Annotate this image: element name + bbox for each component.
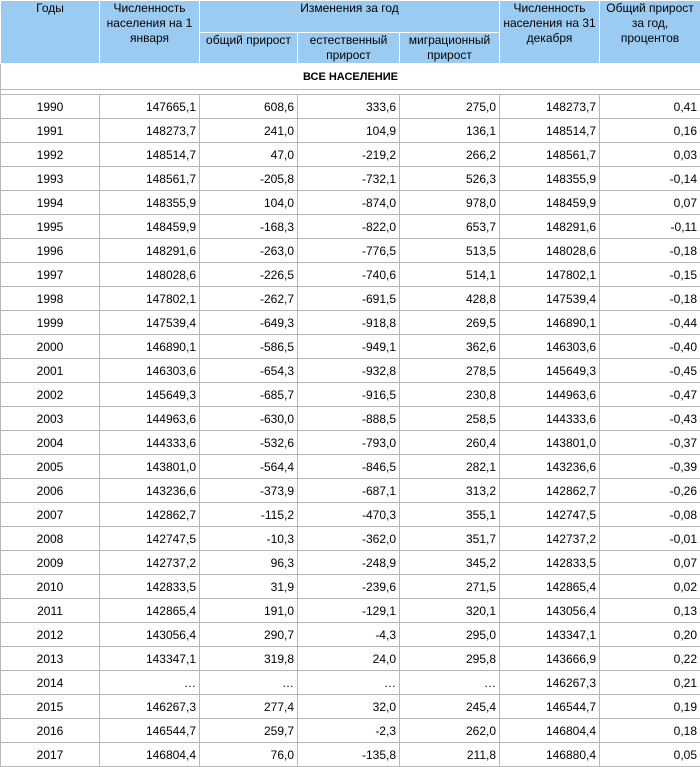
- natural-growth-cell: -239,6: [298, 575, 400, 599]
- table-row: [1, 335, 700, 359]
- growth-pct-cell: -0,01: [600, 527, 700, 551]
- pop-dec31-cell: 147802,1: [500, 263, 600, 287]
- header-changes: Изменения за год: [200, 1, 500, 33]
- pop-dec31-cell: 148291,6: [500, 215, 600, 239]
- migration-growth-cell: 211,8: [400, 743, 500, 767]
- growth-pct-cell: -0,37: [600, 431, 700, 455]
- growth-pct-cell: 0,22: [600, 647, 700, 671]
- pop-jan1-cell: 142737,2: [100, 551, 200, 575]
- total-growth-cell: -586,5: [200, 335, 298, 359]
- pop-jan1-cell: 143347,1: [100, 647, 200, 671]
- migration-growth-cell: 313,2: [400, 479, 500, 503]
- total-growth-cell: -373,9: [200, 479, 298, 503]
- natural-growth-cell: …: [298, 671, 400, 695]
- pop-jan1-cell: 147802,1: [100, 287, 200, 311]
- natural-growth-cell: -2,3: [298, 719, 400, 743]
- growth-pct-cell: 0,03: [600, 143, 700, 167]
- year-cell: 2007: [1, 503, 100, 527]
- pop-dec31-cell: 146303,6: [500, 335, 600, 359]
- pop-jan1-cell: 147539,4: [100, 311, 200, 335]
- migration-growth-cell: 428,8: [400, 287, 500, 311]
- year-cell: 1995: [1, 215, 100, 239]
- year-cell: 1997: [1, 263, 100, 287]
- natural-growth-cell: -793,0: [298, 431, 400, 455]
- natural-growth-cell: 24,0: [298, 647, 400, 671]
- migration-growth-cell: …: [400, 671, 500, 695]
- growth-pct-cell: -0,26: [600, 479, 700, 503]
- pop-jan1-cell: 142865,4: [100, 599, 200, 623]
- table-row: [1, 551, 700, 575]
- pop-dec31-cell: 146804,4: [500, 719, 600, 743]
- table-row: [1, 479, 700, 503]
- table-row: [1, 191, 700, 215]
- year-cell: 2000: [1, 335, 100, 359]
- growth-pct-cell: 0,16: [600, 119, 700, 143]
- total-growth-cell: -630,0: [200, 407, 298, 431]
- year-cell: 1994: [1, 191, 100, 215]
- total-growth-cell: -226,5: [200, 263, 298, 287]
- pop-dec31-cell: 148459,9: [500, 191, 600, 215]
- year-cell: 2015: [1, 695, 100, 719]
- header-migration-growth: миграционный прирост: [400, 33, 500, 64]
- year-cell: 2016: [1, 719, 100, 743]
- migration-growth-cell: 136,1: [400, 119, 500, 143]
- natural-growth-cell: -470,3: [298, 503, 400, 527]
- natural-growth-cell: -732,1: [298, 167, 400, 191]
- total-growth-cell: -532,6: [200, 431, 298, 455]
- total-growth-cell: -10,3: [200, 527, 298, 551]
- pop-dec31-cell: 142862,7: [500, 479, 600, 503]
- table-row: [1, 119, 700, 143]
- table-row: [1, 239, 700, 263]
- pop-dec31-cell: 143236,6: [500, 455, 600, 479]
- growth-pct-cell: -0,45: [600, 359, 700, 383]
- natural-growth-cell: -916,5: [298, 383, 400, 407]
- total-growth-cell: 608,6: [200, 95, 298, 119]
- migration-growth-cell: 271,5: [400, 575, 500, 599]
- table-header: [1, 1, 700, 64]
- natural-growth-cell: -740,6: [298, 263, 400, 287]
- pop-jan1-cell: 142747,5: [100, 527, 200, 551]
- growth-pct-cell: 0,41: [600, 95, 700, 119]
- year-cell: 2010: [1, 575, 100, 599]
- pop-dec31-cell: 148273,7: [500, 95, 600, 119]
- pop-dec31-cell: 142737,2: [500, 527, 600, 551]
- total-growth-cell: 259,7: [200, 719, 298, 743]
- natural-growth-cell: -135,8: [298, 743, 400, 767]
- table-row: [1, 671, 700, 695]
- natural-growth-cell: -888,5: [298, 407, 400, 431]
- pop-dec31-cell: 143801,0: [500, 431, 600, 455]
- migration-growth-cell: 295,8: [400, 647, 500, 671]
- total-growth-cell: -263,0: [200, 239, 298, 263]
- pop-jan1-cell: 147665,1: [100, 95, 200, 119]
- migration-growth-cell: 362,6: [400, 335, 500, 359]
- natural-growth-cell: -691,5: [298, 287, 400, 311]
- total-growth-cell: -205,8: [200, 167, 298, 191]
- migration-growth-cell: 262,0: [400, 719, 500, 743]
- migration-growth-cell: 978,0: [400, 191, 500, 215]
- migration-growth-cell: 513,5: [400, 239, 500, 263]
- migration-growth-cell: 526,3: [400, 167, 500, 191]
- table-row: [1, 143, 700, 167]
- pop-jan1-cell: 142862,7: [100, 503, 200, 527]
- table-row: [1, 287, 700, 311]
- header-pop-jan1: Численность населения на 1 января: [100, 1, 200, 64]
- growth-pct-cell: 0,18: [600, 719, 700, 743]
- table-row: [1, 455, 700, 479]
- table-row: [1, 503, 700, 527]
- table-row: [1, 599, 700, 623]
- pop-dec31-cell: 147539,4: [500, 287, 600, 311]
- table-row: [1, 743, 700, 767]
- year-cell: 2008: [1, 527, 100, 551]
- pop-dec31-cell: 145649,3: [500, 359, 600, 383]
- migration-growth-cell: 355,1: [400, 503, 500, 527]
- year-cell: 1999: [1, 311, 100, 335]
- growth-pct-cell: -0,47: [600, 383, 700, 407]
- natural-growth-cell: -822,0: [298, 215, 400, 239]
- pop-jan1-cell: 148355,9: [100, 191, 200, 215]
- growth-pct-cell: -0,18: [600, 239, 700, 263]
- pop-jan1-cell: 148459,9: [100, 215, 200, 239]
- year-cell: 2001: [1, 359, 100, 383]
- pop-jan1-cell: …: [100, 671, 200, 695]
- migration-growth-cell: 258,5: [400, 407, 500, 431]
- natural-growth-cell: -846,5: [298, 455, 400, 479]
- growth-pct-cell: -0,43: [600, 407, 700, 431]
- pop-jan1-cell: 143056,4: [100, 623, 200, 647]
- table-row: [1, 407, 700, 431]
- table-row: [1, 431, 700, 455]
- pop-jan1-cell: 146303,6: [100, 359, 200, 383]
- table-row: [1, 623, 700, 647]
- natural-growth-cell: -248,9: [298, 551, 400, 575]
- pop-dec31-cell: 148561,7: [500, 143, 600, 167]
- pop-dec31-cell: 142747,5: [500, 503, 600, 527]
- year-cell: 2006: [1, 479, 100, 503]
- table-row: [1, 695, 700, 719]
- migration-growth-cell: 269,5: [400, 311, 500, 335]
- year-cell: 1998: [1, 287, 100, 311]
- pop-dec31-cell: 146890,1: [500, 311, 600, 335]
- table-row: [1, 311, 700, 335]
- pop-jan1-cell: 148273,7: [100, 119, 200, 143]
- total-growth-cell: 76,0: [200, 743, 298, 767]
- total-growth-cell: -649,3: [200, 311, 298, 335]
- year-cell: 2012: [1, 623, 100, 647]
- section-title: ВСЕ НАСЕЛЕНИЕ: [1, 64, 700, 90]
- year-cell: 2004: [1, 431, 100, 455]
- year-cell: 1990: [1, 95, 100, 119]
- total-growth-cell: 241,0: [200, 119, 298, 143]
- pop-jan1-cell: 145649,3: [100, 383, 200, 407]
- pop-dec31-cell: 146267,3: [500, 671, 600, 695]
- natural-growth-cell: 333,6: [298, 95, 400, 119]
- growth-pct-cell: -0,15: [600, 263, 700, 287]
- natural-growth-cell: -687,1: [298, 479, 400, 503]
- pop-jan1-cell: 148028,6: [100, 263, 200, 287]
- natural-growth-cell: -219,2: [298, 143, 400, 167]
- growth-pct-cell: -0,44: [600, 311, 700, 335]
- growth-pct-cell: 0,05: [600, 743, 700, 767]
- total-growth-cell: 191,0: [200, 599, 298, 623]
- year-cell: 2011: [1, 599, 100, 623]
- total-growth-cell: -115,2: [200, 503, 298, 527]
- migration-growth-cell: 351,7: [400, 527, 500, 551]
- table-row: [1, 215, 700, 239]
- pop-dec31-cell: 143056,4: [500, 599, 600, 623]
- growth-pct-cell: -0,11: [600, 215, 700, 239]
- table-row: [1, 383, 700, 407]
- growth-pct-cell: -0,40: [600, 335, 700, 359]
- year-cell: 2014: [1, 671, 100, 695]
- natural-growth-cell: -776,5: [298, 239, 400, 263]
- pop-jan1-cell: 143236,6: [100, 479, 200, 503]
- growth-pct-cell: 0,07: [600, 191, 700, 215]
- pop-jan1-cell: 146267,3: [100, 695, 200, 719]
- total-growth-cell: -685,7: [200, 383, 298, 407]
- pop-dec31-cell: 143666,9: [500, 647, 600, 671]
- total-growth-cell: 290,7: [200, 623, 298, 647]
- pop-jan1-cell: 144963,6: [100, 407, 200, 431]
- growth-pct-cell: 0,13: [600, 599, 700, 623]
- total-growth-cell: 96,3: [200, 551, 298, 575]
- migration-growth-cell: 320,1: [400, 599, 500, 623]
- growth-pct-cell: -0,14: [600, 167, 700, 191]
- pop-jan1-cell: 143801,0: [100, 455, 200, 479]
- migration-growth-cell: 514,1: [400, 263, 500, 287]
- total-growth-cell: 319,8: [200, 647, 298, 671]
- pop-jan1-cell: 148561,7: [100, 167, 200, 191]
- natural-growth-cell: -874,0: [298, 191, 400, 215]
- total-growth-cell: 47,0: [200, 143, 298, 167]
- migration-growth-cell: 345,2: [400, 551, 500, 575]
- growth-pct-cell: -0,39: [600, 455, 700, 479]
- header-total-growth: общий прирост: [200, 33, 298, 64]
- migration-growth-cell: 278,5: [400, 359, 500, 383]
- total-growth-cell: 104,0: [200, 191, 298, 215]
- year-cell: 2002: [1, 383, 100, 407]
- year-cell: 2009: [1, 551, 100, 575]
- table-row: [1, 575, 700, 599]
- growth-pct-cell: 0,20: [600, 623, 700, 647]
- header-years: Годы: [1, 1, 100, 64]
- header-natural-growth: естественный прирост: [298, 33, 400, 64]
- pop-jan1-cell: 142833,5: [100, 575, 200, 599]
- table-row: [1, 167, 700, 191]
- year-cell: 1993: [1, 167, 100, 191]
- total-growth-cell: -168,3: [200, 215, 298, 239]
- pop-jan1-cell: 146544,7: [100, 719, 200, 743]
- natural-growth-cell: -129,1: [298, 599, 400, 623]
- pop-dec31-cell: 142833,5: [500, 551, 600, 575]
- migration-growth-cell: 245,4: [400, 695, 500, 719]
- year-cell: 2013: [1, 647, 100, 671]
- year-cell: 2003: [1, 407, 100, 431]
- natural-growth-cell: 32,0: [298, 695, 400, 719]
- migration-growth-cell: 230,8: [400, 383, 500, 407]
- growth-pct-cell: 0,21: [600, 671, 700, 695]
- pop-dec31-cell: 148028,6: [500, 239, 600, 263]
- total-growth-cell: -262,7: [200, 287, 298, 311]
- table-body: [1, 64, 700, 767]
- growth-pct-cell: 0,19: [600, 695, 700, 719]
- pop-dec31-cell: 144333,6: [500, 407, 600, 431]
- total-growth-cell: -654,3: [200, 359, 298, 383]
- natural-growth-cell: -4,3: [298, 623, 400, 647]
- year-cell: 1992: [1, 143, 100, 167]
- pop-jan1-cell: 146804,4: [100, 743, 200, 767]
- pop-jan1-cell: 148291,6: [100, 239, 200, 263]
- pop-jan1-cell: 148514,7: [100, 143, 200, 167]
- migration-growth-cell: 295,0: [400, 623, 500, 647]
- migration-growth-cell: 275,0: [400, 95, 500, 119]
- header-pop-dec31: Численность населения на 31 декабря: [500, 1, 600, 64]
- pop-jan1-cell: 146890,1: [100, 335, 200, 359]
- section-row: [1, 64, 700, 90]
- total-growth-cell: -564,4: [200, 455, 298, 479]
- table-row: [1, 719, 700, 743]
- total-growth-cell: 31,9: [200, 575, 298, 599]
- pop-dec31-cell: 146544,7: [500, 695, 600, 719]
- natural-growth-cell: -949,1: [298, 335, 400, 359]
- table-row: [1, 647, 700, 671]
- natural-growth-cell: -932,8: [298, 359, 400, 383]
- year-cell: 1996: [1, 239, 100, 263]
- table-row: [1, 527, 700, 551]
- growth-pct-cell: -0,18: [600, 287, 700, 311]
- pop-dec31-cell: 148355,9: [500, 167, 600, 191]
- growth-pct-cell: -0,08: [600, 503, 700, 527]
- natural-growth-cell: -918,8: [298, 311, 400, 335]
- pop-dec31-cell: 143347,1: [500, 623, 600, 647]
- year-cell: 1991: [1, 119, 100, 143]
- migration-growth-cell: 653,7: [400, 215, 500, 239]
- pop-jan1-cell: 144333,6: [100, 431, 200, 455]
- natural-growth-cell: -362,0: [298, 527, 400, 551]
- total-growth-cell: 277,4: [200, 695, 298, 719]
- growth-pct-cell: 0,02: [600, 575, 700, 599]
- migration-growth-cell: 260,4: [400, 431, 500, 455]
- pop-dec31-cell: 144963,6: [500, 383, 600, 407]
- pop-dec31-cell: 146880,4: [500, 743, 600, 767]
- natural-growth-cell: 104,9: [298, 119, 400, 143]
- migration-growth-cell: 266,2: [400, 143, 500, 167]
- year-cell: 2017: [1, 743, 100, 767]
- pop-dec31-cell: 148514,7: [500, 119, 600, 143]
- total-growth-cell: …: [200, 671, 298, 695]
- migration-growth-cell: 282,1: [400, 455, 500, 479]
- table-row: [1, 263, 700, 287]
- growth-pct-cell: 0,07: [600, 551, 700, 575]
- table-row: [1, 95, 700, 119]
- pop-dec31-cell: 142865,4: [500, 575, 600, 599]
- year-cell: 2005: [1, 455, 100, 479]
- table-row: [1, 359, 700, 383]
- header-growth-pct: Общий прирост за год, процентов: [600, 1, 700, 64]
